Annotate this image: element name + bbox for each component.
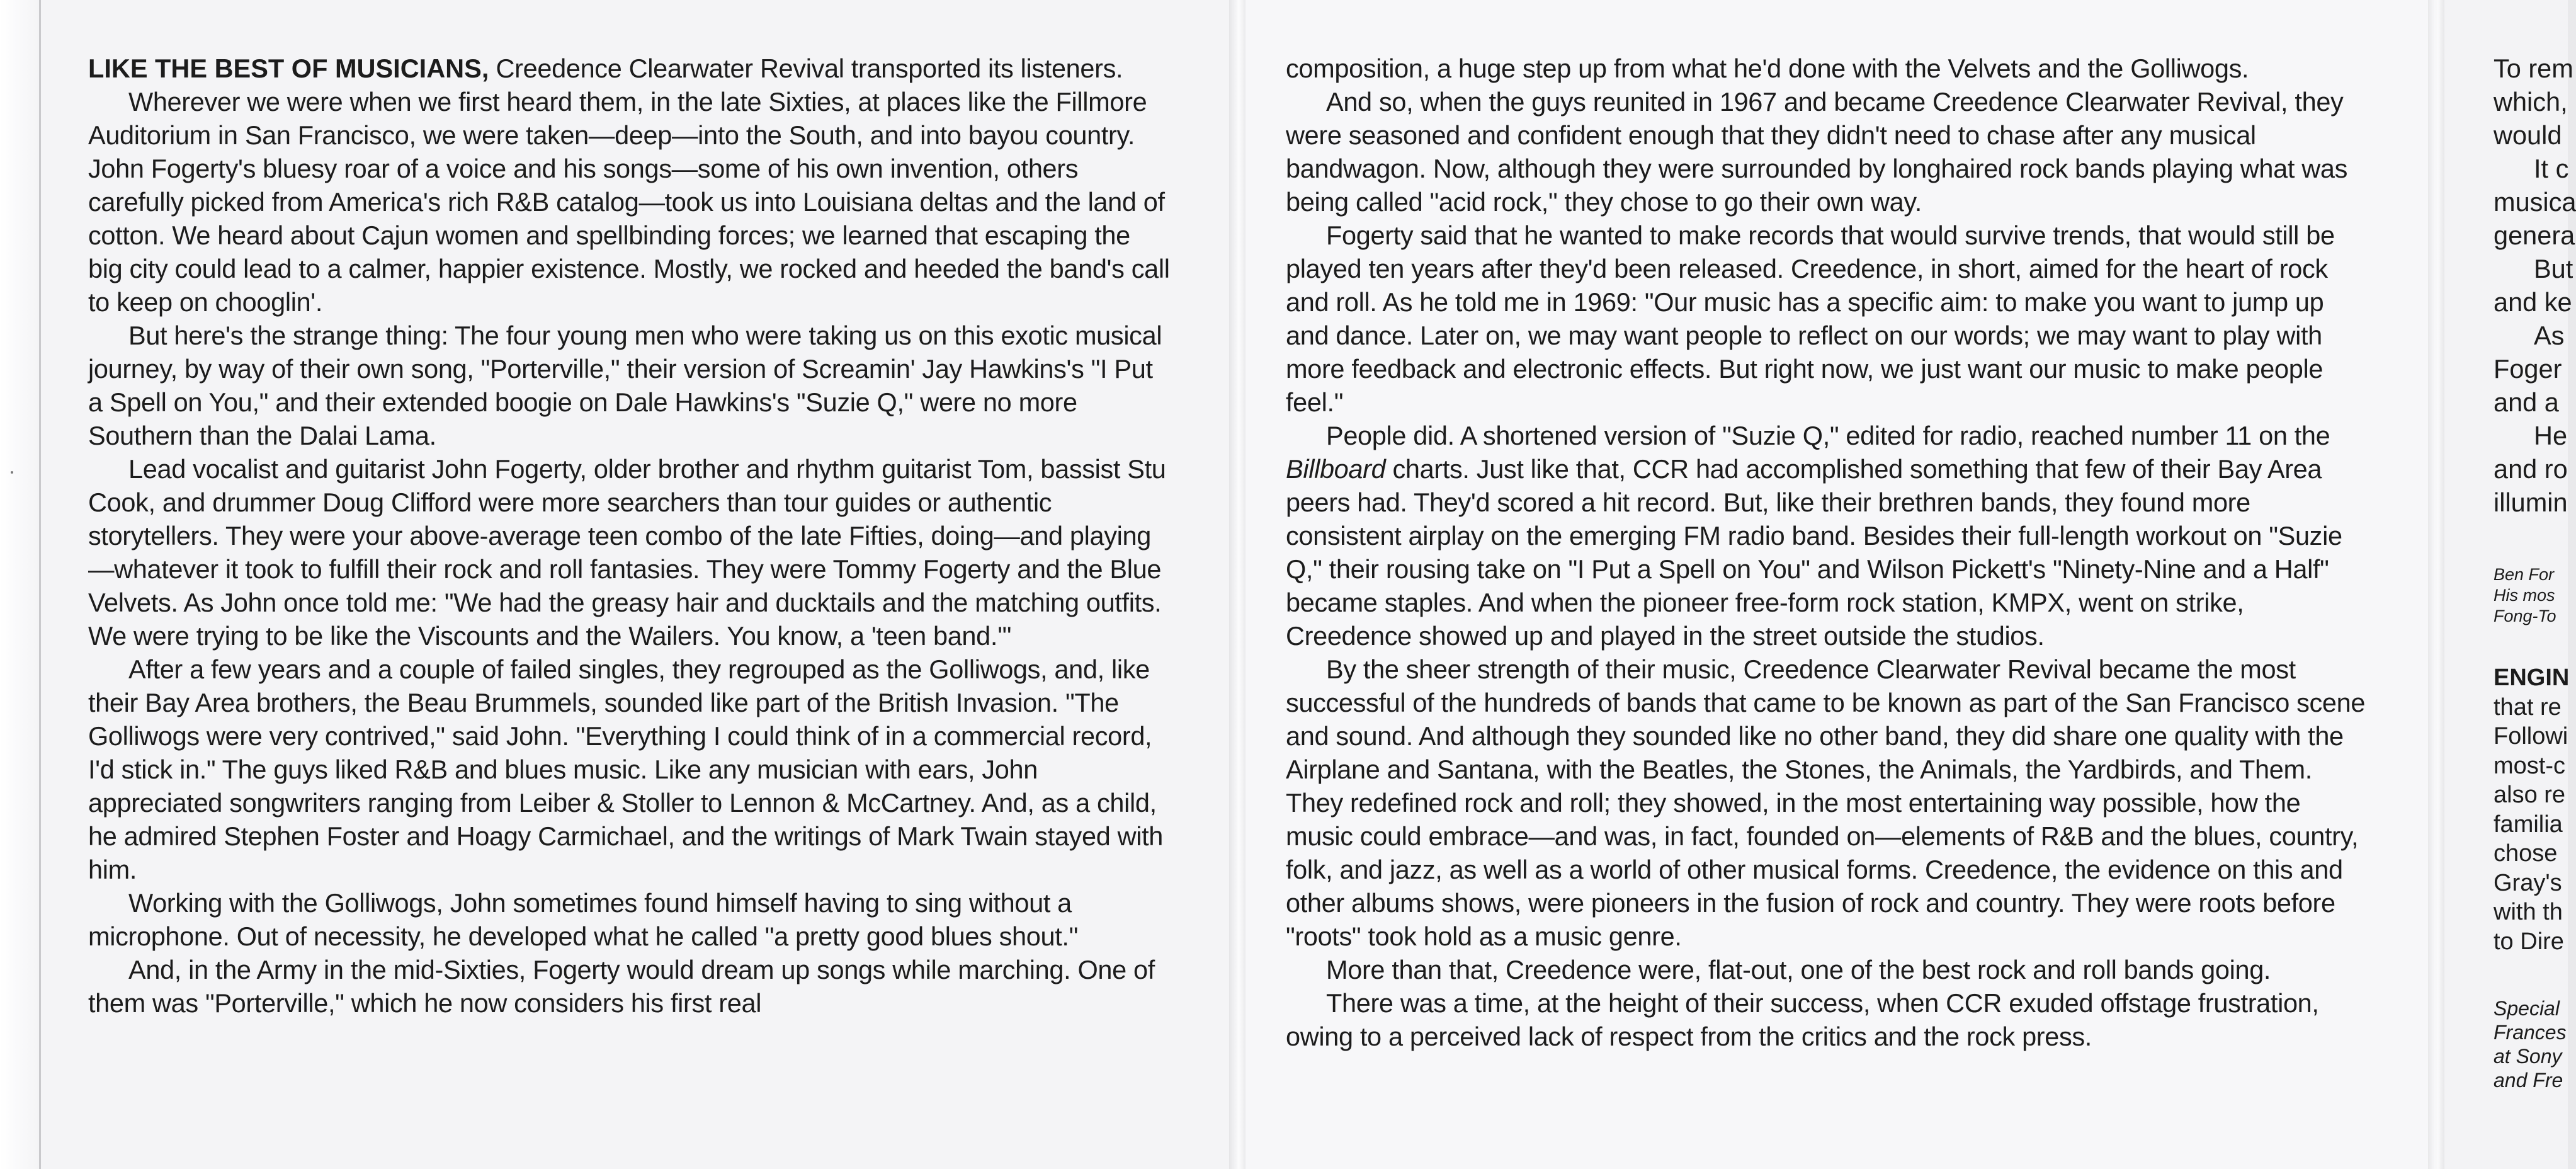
text-line: and ro xyxy=(2494,454,2568,484)
text-line: genera xyxy=(2494,220,2575,250)
page-edge xyxy=(0,0,41,1169)
author-credit: Ben For His mos Fong-To xyxy=(2494,565,2556,625)
paragraph: After a few years and a couple of failed singles, they regrouped as the Golliwogs, and, like their Bay Area brothers, the Beau Brummels, sounded like part of the British Invasion. "The Golliwogs were very contrived," said John. "Everything I could think of in a commercial record, I'd stick in." The guys liked R&B and blues music. Like any musician with ears, John appreciated songwriters ranging from Leiber & Stoller to Lennon & McCartney. And, as a child, he admired Stephen Foster and Hoagy Carmichael, and the writings of Mark Twain stayed with him. xyxy=(88,654,1164,884)
text-line: illumin xyxy=(2494,488,2568,517)
right-column-text xyxy=(2494,52,2576,519)
left-column-text xyxy=(88,52,1171,1020)
text-line: would xyxy=(2494,120,2562,150)
middle-column-text xyxy=(1286,52,2369,1053)
section-heading: ENGIN xyxy=(2494,664,2570,691)
paragraph: There was a time, at the height of their success, when CCR exuded offstage frustration, owing to a perceived lack of respect from the critics and the rock press. xyxy=(1286,988,2319,1051)
page-fold xyxy=(1229,0,1245,1169)
paragraph: But here's the strange thing: The four young men who were taking us on this exotic musical journey, by way of their own song, "Porterville," their version of Screamin' Jay Hawkins's "I Put a Spell on You," and their extended boogie on Dale Hawkins's "Suzie Q," were no more Southern than the Dalai Lama. xyxy=(88,321,1162,450)
text-line: and a xyxy=(2494,387,2559,417)
paragraph: And, in the Army in the mid-Sixties, Fogerty would dream up songs while marching. One of them was "Porterville," which he now considers his first real xyxy=(88,955,1155,1018)
paragraph: Working with the Golliwogs, John sometimes found himself having to sing without a microphone. Out of necessity, he developed what he called "a pretty good blues shout." xyxy=(88,888,1078,951)
text-line: which, xyxy=(2494,87,2568,117)
text-line: He xyxy=(2534,421,2568,450)
text-line: It c xyxy=(2534,154,2569,183)
paragraph: By the sheer strength of their music, Creedence Clearwater Revival became the most successful of the hundreds of bands that came to be known as part of the San Francisco scene and sound. And although they sounded like no other band, they did share one quality with the Airplane and Santana, with the Beatles, the Stones, the Animals, the Yardbirds, and Them. They redefined rock and roll; they showed, in the most entertaining way possible, how the music could embrace—and was, in fact, founded on—elements of R&B and the blues, country, folk, and jazz, as well as a world of other musical forms. Creedence, the evidence on this and other albums shows, were pioneers in the fusion of rock and country. They were roots before "roots" took hold as a music genre. xyxy=(1286,654,2366,951)
paragraph: composition, a huge step up from what he'd done with the Velvets and the Golliwogs. xyxy=(1286,54,2249,83)
text-line: As xyxy=(2534,321,2565,350)
paragraph: LIKE THE BEST OF MUSICIANS, Creedence Clearwater Revival transported its listeners. xyxy=(88,54,1123,83)
lead-in: LIKE THE BEST OF MUSICIANS, xyxy=(88,54,489,83)
text-line: But xyxy=(2534,254,2573,283)
engineering-notes: ENGIN that re Followi most-c also re familia chose Gray's with th to Dire xyxy=(2494,664,2570,955)
text-line: and ke xyxy=(2494,287,2572,317)
paragraph: Lead vocalist and guitarist John Fogerty, older brother and rhythm guitarist Tom, bassist Stu Cook, and drummer Doug Clifford were more searchers than tour guides or authentic storytellers. They were your above-average teen combo of the late Fifties, doing—and playing—whatever it took to fulfill their rock and roll fantasies. They were Tommy Fogerty and the Blue Velvets. As John once told me: "We had the greasy hair and ducktails and the matching outfits. We were trying to be like the Viscounts and the Wailers. You know, a 'teen band.'" xyxy=(88,454,1166,651)
paragraph: Wherever we were when we first heard them, in the late Sixties, at places like the Fillmore Auditorium in San Francisco, we were taken—deep—into the South, and into bayou country. John Fogerty's bluesy roar of a voice and his songs—some of his own invention, others carefully picked from America's rich R&B catalog—took us into Louisiana deltas and the land of cotton. We heard about Cajun women and spellbinding forces; we learned that escaping the big city could lead to a calmer, happier existence. Mostly, we rocked and heeded the band's call to keep on chooglin'. xyxy=(88,87,1170,317)
text-line: To rem xyxy=(2494,54,2573,83)
paragraph: More than that, Creedence were, flat-out, one of the best rock and roll bands going. xyxy=(1326,955,2271,984)
text-line: musica xyxy=(2494,187,2576,217)
special-thanks: Special Frances at Sony and Fre xyxy=(2494,997,2567,1092)
paragraph: Fogerty said that he wanted to make records that would survive trends, that would still be played ten years after they'd been released. Creedence, in short, aimed for the heart of rock and roll. As he told me in 1969: "Our music has a specific aim: to make you want to jump up and dance. Later on, we may want people to reflect on our words; we may want to play with more feedback and electronic effects. But right now, we just want our music to make people feel." xyxy=(1286,220,2335,417)
page-fold xyxy=(2428,0,2444,1169)
paragraph: And so, when the guys reunited in 1967 and became Creedence Clearwater Revival, they were seasoned and confident enough that they didn't need to chase after any musical bandwagon. Now, although they were surrounded by longhaired rock bands playing what was being called "acid rock," they chose to go their own way. xyxy=(1286,87,2347,217)
text-line: Foger xyxy=(2494,354,2562,384)
print-speck xyxy=(11,471,13,474)
paragraph: People did. A shortened version of "Suzie Q," edited for radio, reached number 11 on the Billboard charts. Just like that, CCR had accomplished something that few of their Bay Area peers had. They'd scored a hit record. But, like their brethren bands, they found more consistent airplay on the emerging FM radio band. Besides their full-length workout on "Suzie Q," their rousing take on "I Put a Spell on You" and Wilson Pickett's "Ninety-Nine and a Half" became staples. And when the pioneer free-form rock station, KMPX, went on strike, Creedence showed up and played in the street outside the studios. xyxy=(1286,421,2342,651)
billboard-italic: Billboard xyxy=(1286,454,1386,484)
